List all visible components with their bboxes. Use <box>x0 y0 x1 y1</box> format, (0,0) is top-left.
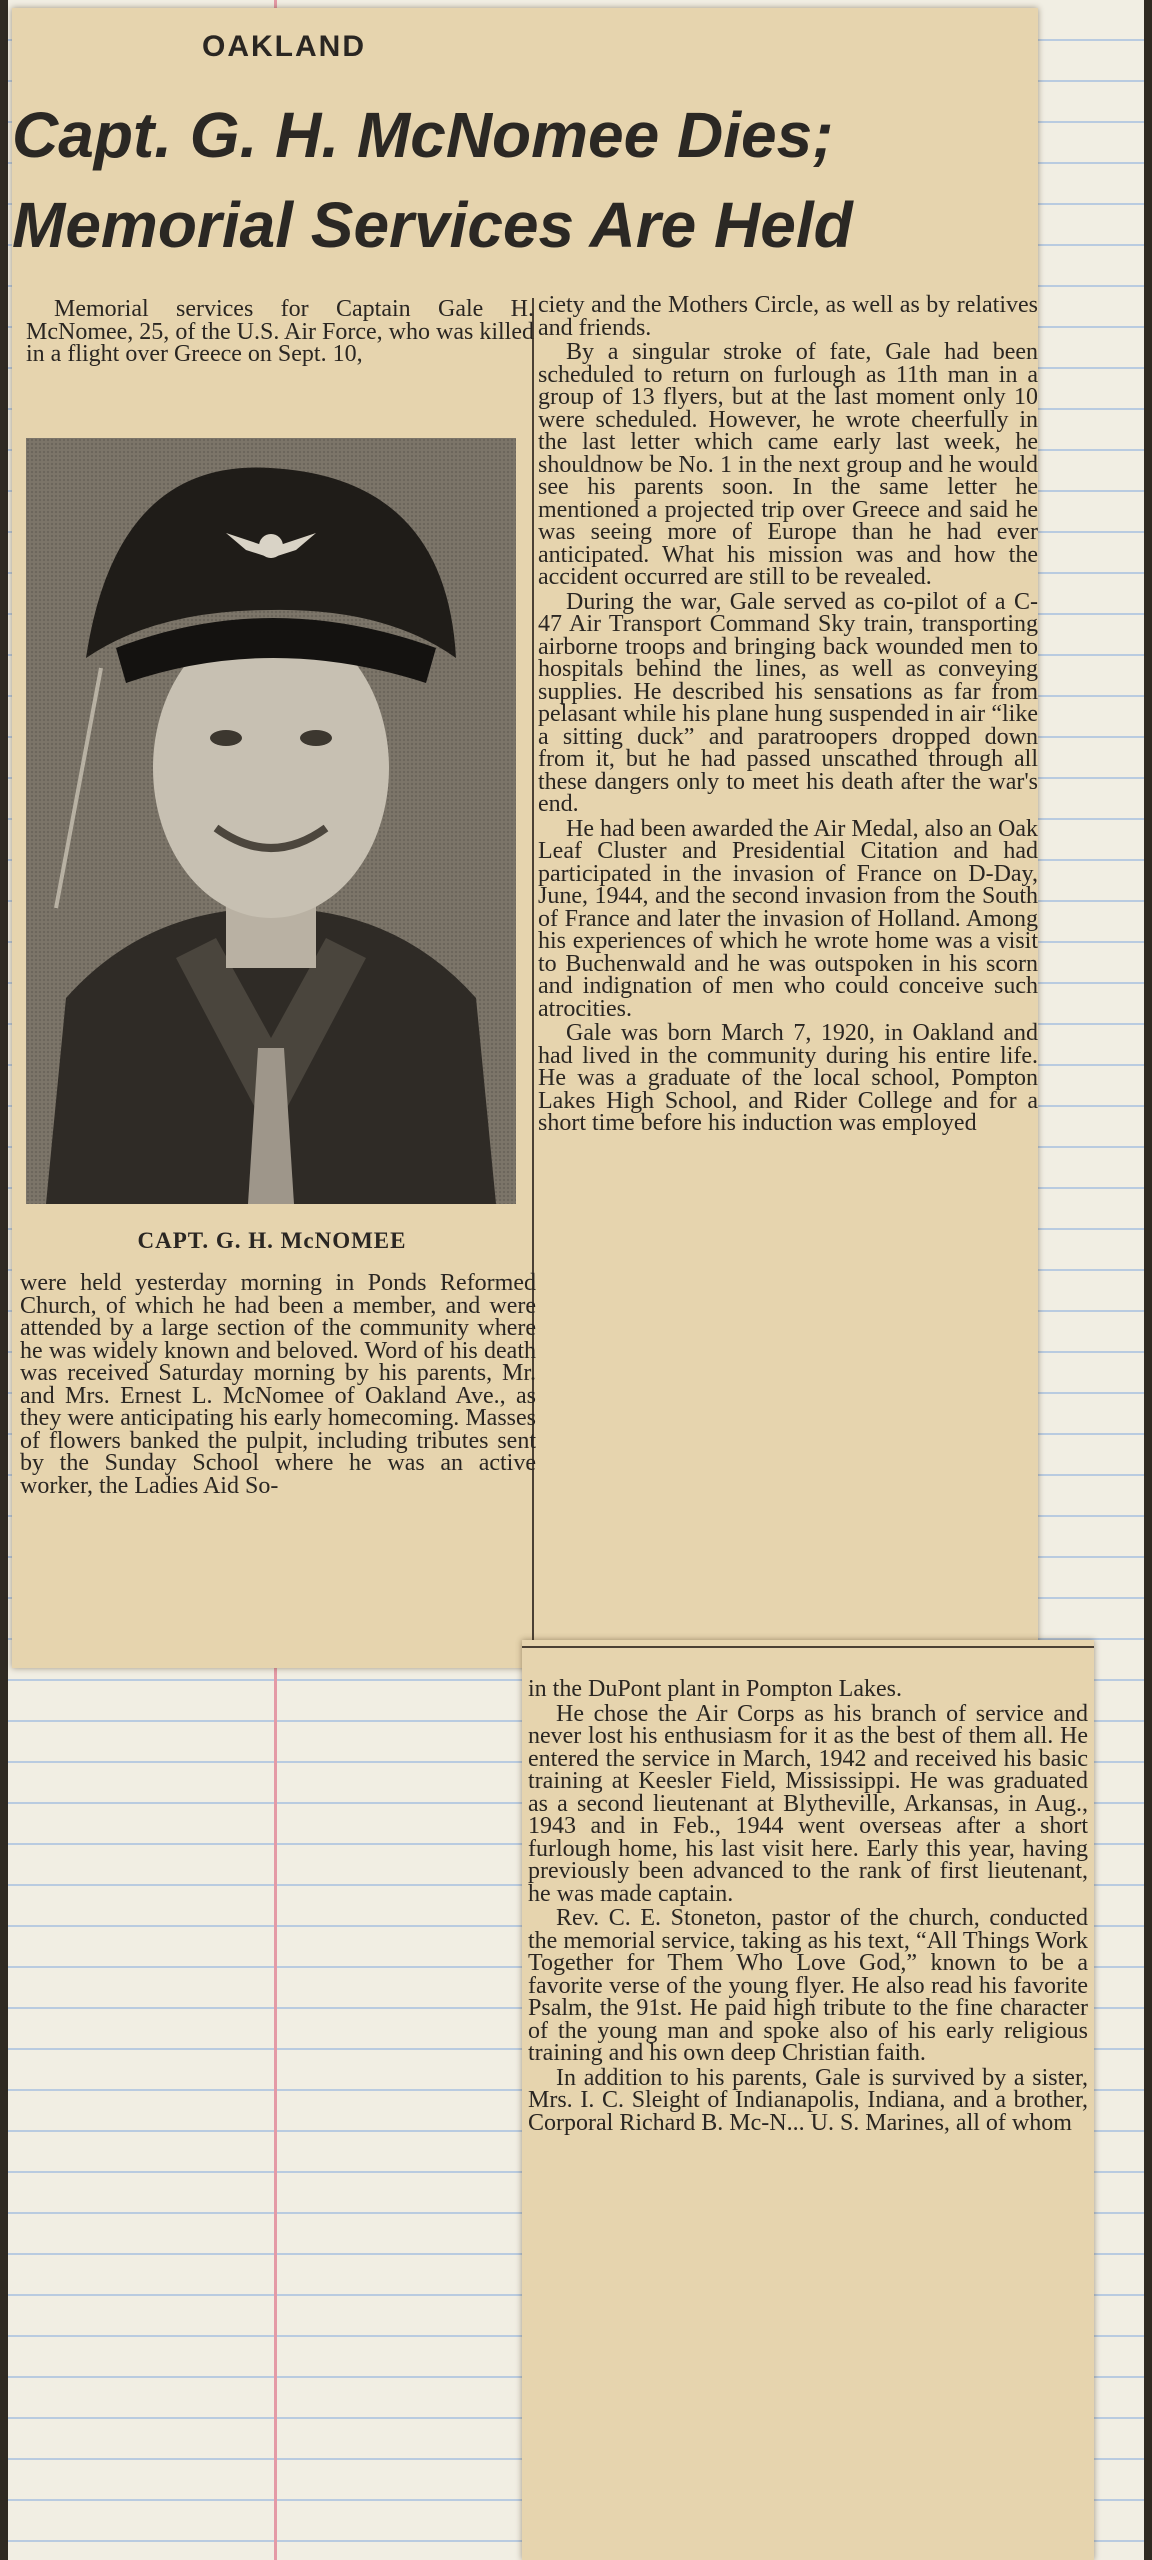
section-tag: OAKLAND <box>202 30 366 63</box>
paragraph: Rev. C. E. Stoneton, pastor of the church, conducted the memorial service, taking as his text, “All Things Work Together for Them Who Love God,” known to be a favorite verse of the young flyer. He also read his favorite Psalm, the 91st. He paid high tribute to the fine character of the young man and spoke also of his early religious training and his own deep Christian faith. <box>528 1905 1088 2066</box>
paragraph: were held yesterday morning in Ponds Reformed Church, of which he had been a member, and were attended by a large section of the community where he was widely known and beloved. Word of his death was received Saturday morning by his parents, Mr. and Mrs. Ernest L. McNomee of Oakland Ave., as they were anticipating his early homecoming. Masses of flowers banked the pulpit, including tributes sent by the Sunday School where he was an active worker, the Ladies Aid So- <box>20 1270 536 1499</box>
newspaper-clipping-continuation <box>522 1640 1094 2560</box>
paragraph: Memorial services for Captain Gale H. McNomee, 25, of the U.S. Air Force, who was killed in a flight over Greece on Sept. 10, <box>26 296 534 367</box>
paragraph: He chose the Air Corps as his branch of service and never lost his enthusiasm for it as the best of them all. He entered the service in March, 1942 and received his basic training at Keesler Field, Mississippi. He was graduated as a second lieutenant at Blytheville, Arkansas, in Aug., 1943 and in Feb., 1944 went overseas after a short furlough home, his last visit here. Early this year, having previously been advanced to the rank of first lieutenant, he was made captain. <box>528 1700 1088 1907</box>
clipping-top-rule <box>522 1646 1094 1648</box>
headline <box>12 90 1022 270</box>
photo-caption: CAPT. G. H. McNOMEE <box>137 1228 407 1253</box>
paragraph: By a singular stroke of fate, Gale had been scheduled to return on furlough as 11th man in a group of 13 flyers, but at the last moment only 10 were scheduled. However, he wrote cheerfully in the last letter which came early last week, he shouldnow be No. 1 in the next group and he would see his parents soon. In the same letter he mentioned a projected trip over Greece and said he was seeing more of Europe than he had ever anticipated. What his mission was and how the accident occurred are still to be revealed. <box>538 339 1038 590</box>
headline-line: Capt. G. H. McNomee Dies; <box>12 99 834 171</box>
article-column-2 <box>538 294 1038 1137</box>
paragraph: In addition to his parents, Gale is survived by a sister, Mrs. I. C. Sleight of Indianapolis, Indiana, and a brother, Corporal Richard B. Mc-N... U. S. Marines, all of whom <box>528 2064 1088 2136</box>
paragraph: He had been awarded the Air Medal, also an Oak Leaf Cluster and Presidential Citation and had participated in the invasion of France on D-Day, June, 1944, and the second invasion from the South of France and later the invasion of Holland. Among his experiences of which he wrote home was a visit to Buchenwald and he was outspoken in his scorn and indignation of men who could conceive such atrocities. <box>538 815 1038 1022</box>
portrait-illustration <box>26 438 516 1204</box>
paragraph: During the war, Gale served as co-pilot of a C-47 Air Transport Command Sky train, transporting airborne troops and bringing back wounded men to hospitals behind the lines, as well as conveying supplies. He described his sensations as far from pelasant while his plane hung suspended in air “like a sitting duck” and paratroopers dropped down from it, but he had passed unscathed through all these dangers only to meet his death after the war's end. <box>538 588 1038 817</box>
article-column-1-bottom <box>20 1272 536 1499</box>
paragraph: ciety and the Mothers Circle, as well as by relatives and friends. <box>538 292 1038 341</box>
headline-line: Memorial Services Are Held <box>12 189 853 261</box>
article-column-1-top <box>26 298 534 368</box>
newspaper-clipping-main <box>12 8 1038 1668</box>
portrait-photo <box>26 438 516 1204</box>
article-column-3 <box>528 1678 1088 2136</box>
paragraph: Gale was born March 7, 1920, in Oakland and had lived in the community during his entire life. He was a graduate of the local school, Pompton Lakes High School, and Rider College and for a short time before his induction was employed <box>538 1020 1038 1136</box>
paragraph: in the DuPont plant in Pompton Lakes. <box>528 1676 902 1702</box>
